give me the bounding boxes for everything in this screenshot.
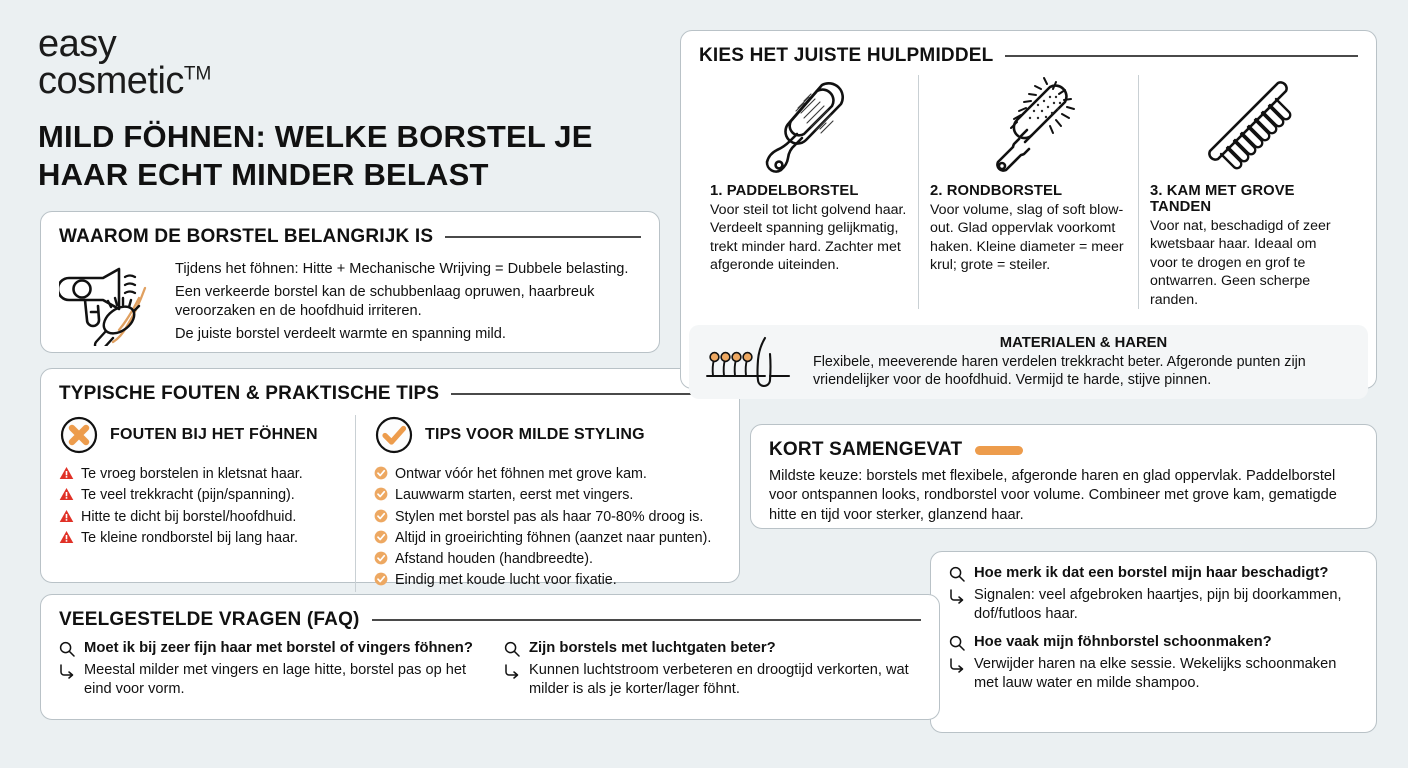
summary-heading xyxy=(769,439,1358,461)
tips-subheading xyxy=(374,415,721,455)
faq-column-right xyxy=(504,639,921,708)
list-item xyxy=(59,507,341,527)
check-bullet-icon xyxy=(374,530,388,544)
arrow-return-icon xyxy=(949,657,965,673)
list-item-text: Eindig met koude lucht voor fixatie. xyxy=(395,572,617,589)
materials-description: Flexibele, meeverende haren verdelen trekkracht beter. Afgeronde punten zijn vriendelijker voor de hoofdhuid. Vermijd te harde, stijve pinnen. xyxy=(813,353,1306,389)
faq-answer xyxy=(949,586,1358,624)
page-title: MILD FÖHNEN: WELKE BORSTEL JE HAAR ECHT MINDER BELAST xyxy=(38,119,593,193)
faq-answer xyxy=(504,661,921,699)
why-paragraph-3: De juiste borstel verdeelt warmte en spanning mild. xyxy=(175,325,506,342)
tools-section-heading xyxy=(699,45,1358,67)
list-item xyxy=(374,464,721,484)
faq-question-text: Zijn borstels met luchtgaten beter? xyxy=(529,640,776,656)
magnifier-icon xyxy=(949,566,965,582)
hair-follicle-bristles-icon xyxy=(703,334,799,390)
materials-callout xyxy=(689,325,1368,399)
warning-triangle-icon xyxy=(59,466,74,480)
wide-tooth-comb-icon xyxy=(1150,75,1347,183)
tool-card-paddle-brush xyxy=(699,75,918,309)
tool-name: 2. RONDBORSTEL xyxy=(930,183,1063,199)
list-item xyxy=(59,464,341,484)
tool-name: 1. PADDELBORSTEL xyxy=(710,183,859,199)
faq-question[interactable] xyxy=(949,633,1358,652)
list-item-text: Ontwar vóór het föhnen met grove kam. xyxy=(395,466,647,482)
faq-question-text: Moet ik bij zeer fijn haar met borstel of vingers föhnen? xyxy=(84,640,473,656)
faq-question[interactable] xyxy=(59,639,476,658)
faq-answer-text: Signalen: veel afgebroken haartjes, pijn bij doorkammen, dof/futloos haar. xyxy=(974,586,1342,622)
list-item-text: Afstand houden (handbreedte). xyxy=(395,551,593,568)
faq-question-text: Hoe vaak mijn föhnborstel schoonmaken? xyxy=(974,633,1272,650)
list-item xyxy=(59,485,341,505)
tips-column xyxy=(355,415,721,592)
magnifier-icon xyxy=(949,635,965,651)
faq-question-text: Hoe merk ik dat een borstel mijn haar beschadigt? xyxy=(974,565,1329,581)
tool-description: Voor steil tot licht golvend haar. Verdeelt spanning gelijkmatig, trekt minder hard. Zachter met afgeronde uiteinden. xyxy=(710,202,907,274)
arrow-return-icon xyxy=(504,663,520,679)
tool-description: Voor nat, beschadigd of zeer kwetsbaar haar. Ideaal om voor te drogen en grof te ontwarren. Geen scherpe randen. xyxy=(1150,218,1331,308)
list-item xyxy=(374,549,721,569)
tool-description: Voor volume, slag of soft blow-out. Glad oppervlak voorkomt haken. Kleine diameter = meer krul; grote = steiler. xyxy=(930,202,1124,274)
check-bullet-icon xyxy=(374,466,388,480)
arrow-return-icon xyxy=(949,588,965,604)
mistakes-section-heading xyxy=(59,383,721,405)
faq-answer-text: Meestal milder met vingers en lage hitte, borstel pas op het eind voor vorm. xyxy=(84,661,467,697)
faq-item[interactable] xyxy=(59,639,476,699)
faq-answer xyxy=(949,655,1358,693)
list-item-text: Te veel trekkracht (pijn/spanning). xyxy=(81,487,295,504)
tool-name: 3. KAM MET GROVE TANDEN xyxy=(1150,183,1295,215)
list-item-text: Te vroeg borstelen in kletsnat haar. xyxy=(81,466,303,482)
check-bullet-icon xyxy=(374,551,388,565)
mistakes-and-tips-panel xyxy=(40,368,740,589)
tips-list xyxy=(374,464,721,591)
paddle-brush-icon xyxy=(710,75,907,183)
brand-logo xyxy=(38,23,212,103)
heading-rule xyxy=(445,236,641,238)
accent-dash xyxy=(975,446,1023,455)
faq-item[interactable] xyxy=(504,639,921,699)
warning-triangle-icon xyxy=(59,509,74,523)
check-circle-icon xyxy=(374,415,414,455)
tool-card-round-brush xyxy=(918,75,1138,309)
list-item xyxy=(374,507,721,527)
list-item-text: Lauwwarm starten, eerst met vingers. xyxy=(395,487,634,504)
list-item-text: Hitte te dicht bij borstel/hoofdhuid. xyxy=(81,508,297,525)
summary-text: Mildste keuze: borstels met flexibele, afgeronde haren en glad oppervlak. Paddelborstel voor ontspannen looks, rondborstel voor volume. Combineer met grove kam, gematigde hitte en tijd voor sterker, glanzend haar. xyxy=(769,468,1337,523)
faq-bottom-panel xyxy=(40,594,940,720)
check-bullet-icon xyxy=(374,487,388,501)
tips-heading-label: TIPS VOOR MILDE STYLING xyxy=(425,426,645,443)
faq-question[interactable] xyxy=(949,564,1358,583)
list-item xyxy=(374,570,721,590)
summary-title: KORT SAMENGEVAT xyxy=(769,439,963,460)
magnifier-icon xyxy=(59,641,75,657)
why-paragraph-1: Tijdens het föhnen: Hitte + Mechanische Wrijving = Dubbele belasting. xyxy=(175,261,629,277)
trademark-symbol: TM xyxy=(183,63,212,85)
arrow-return-icon xyxy=(59,663,75,679)
brand-line-2: cosmetic™ xyxy=(38,60,212,103)
check-bullet-icon xyxy=(374,509,388,523)
faq-section-heading xyxy=(59,609,921,631)
list-item xyxy=(374,528,721,548)
mistakes-list xyxy=(59,464,341,548)
faq-answer-text: Verwijder haren na elke sessie. Wekelijks schoonmaken met lauw water en milde shampoo. xyxy=(974,655,1337,691)
warning-triangle-icon xyxy=(59,487,74,501)
materials-title: MATERIALEN & HAREN xyxy=(999,334,1168,351)
why-text-block xyxy=(175,260,641,347)
list-item-text: Stylen met borstel pas als haar 70-80% droog is. xyxy=(395,508,704,525)
list-item-text: Te kleine rondborstel bij lang haar. xyxy=(81,529,298,546)
mistakes-title: TYPISCHE FOUTEN & PRAKTISCHE TIPS xyxy=(59,383,440,404)
faq-answer xyxy=(59,661,476,699)
hairdryer-brush-icon xyxy=(59,260,161,347)
faq-question[interactable] xyxy=(504,639,921,658)
faq-right-panel xyxy=(930,551,1377,733)
faq-item[interactable] xyxy=(949,564,1358,624)
heading-rule xyxy=(372,619,921,621)
brand-line-1: easy xyxy=(38,23,117,65)
why-title: WAAROM DE BORSTEL BELANGRIJK IS xyxy=(59,226,434,247)
faq-title: VEELGESTELDE VRAGEN (FAQ) xyxy=(59,609,360,630)
choose-right-tool-panel xyxy=(680,30,1377,389)
list-item-text: Altijd in groeirichting föhnen (aanzet naar punten). xyxy=(395,529,712,546)
why-paragraph-2: Een verkeerde borstel kan de schubbenlaag opruwen, haarbreuk veroorzaken en de hoofdhuid irriteren. xyxy=(175,283,595,320)
why-brush-matters-panel xyxy=(40,211,660,353)
mistakes-subheading xyxy=(59,415,341,455)
check-bullet-icon xyxy=(374,572,388,586)
tools-title: KIES HET JUISTE HULPMIDDEL xyxy=(699,45,994,66)
faq-column-left xyxy=(59,639,476,708)
mistakes-heading-label: FOUTEN BIJ HET FÖHNEN xyxy=(110,426,318,443)
list-item xyxy=(374,485,721,505)
warning-triangle-icon xyxy=(59,530,74,544)
faq-item[interactable] xyxy=(949,633,1358,693)
list-item xyxy=(59,528,341,548)
faq-answer-text: Kunnen luchtstroom verbeteren en droogtijd verkorten, wat milder is als je korter/lager föhnt. xyxy=(529,661,909,697)
round-brush-icon xyxy=(930,75,1127,183)
tool-card-wide-tooth-comb xyxy=(1138,75,1358,309)
heading-rule xyxy=(451,393,721,395)
summary-panel xyxy=(750,424,1377,529)
mistakes-column xyxy=(59,415,355,592)
cross-circle-icon xyxy=(59,415,99,455)
heading-rule xyxy=(1005,55,1358,57)
why-section-heading xyxy=(59,226,641,248)
magnifier-icon xyxy=(504,641,520,657)
